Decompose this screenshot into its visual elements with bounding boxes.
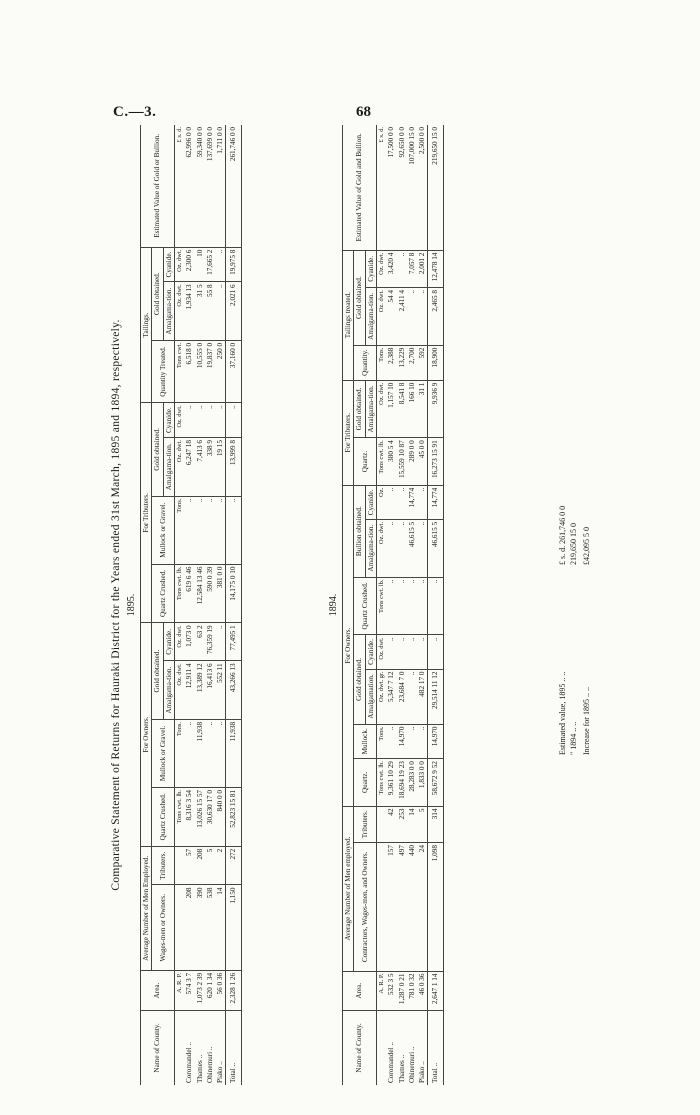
th-tlcyan: Cyanide.: [163, 247, 174, 282]
table-cell: Ohinemuri ..: [205, 1046, 214, 1083]
table-cell: 14,175 0 10: [226, 564, 241, 623]
th-cyan: Cyanide.: [163, 623, 174, 661]
table-row: [195, 125, 205, 1085]
table-cell: Oz. dwt.: [174, 661, 184, 720]
table-cell: 14,970: [428, 724, 443, 759]
table-cell: [376, 843, 386, 971]
th94-qty: Quantity.: [354, 345, 377, 380]
table-cell: 30,630 17 0: [205, 787, 215, 846]
table-row: [407, 125, 417, 1085]
table-cell: 338 9: [205, 438, 215, 497]
table-cell: 14,970: [397, 724, 407, 759]
table-cell: Tons cwt. lb.: [376, 759, 386, 806]
th-tlamal: Amalgama-tion.: [163, 282, 174, 341]
table-cell: ..: [184, 719, 194, 787]
summary-value-1895: £ s. d. 261,746 0 0: [558, 505, 567, 565]
year-1894-label: 1894.: [328, 593, 339, 617]
th94-tlamal: Amalgama-tion.: [365, 288, 376, 346]
table-cell: 58,672 9 52: [428, 759, 443, 806]
table-cell: ..: [215, 247, 226, 282]
table-cell: 208: [195, 846, 205, 885]
table-cell: ..: [215, 623, 226, 661]
table-cell: ..: [205, 496, 215, 564]
table-cell: 482 17 0: [417, 669, 428, 724]
table-cell: ..: [184, 403, 194, 438]
table-cell: Oz. dwt.: [376, 288, 386, 346]
table-cell: 12,478 14: [428, 250, 443, 287]
table-cell: ..: [407, 635, 417, 669]
table-cell: 314: [428, 806, 443, 843]
table-cell: ..: [428, 635, 443, 669]
table-cell: 59,340 0 0: [195, 125, 205, 247]
th-county: Name of County.: [141, 1011, 175, 1086]
table-cell: 157: [386, 843, 396, 971]
table-cell: Tons cwt. lb.: [174, 564, 184, 623]
table-cell: ..: [215, 496, 226, 564]
table-cell: 289 0 0: [407, 438, 417, 485]
table-cell: [174, 846, 184, 885]
table-cell: 19 15: [215, 438, 226, 497]
table-cell: ..: [386, 577, 396, 635]
th94-tquartz: Quartz Crushed.: [354, 577, 377, 635]
table-cell: Thames ..: [195, 1054, 204, 1083]
table-cell: ..: [397, 250, 407, 287]
table-cell: 56 0 36: [215, 970, 226, 1010]
table-cell: Thames ..: [397, 1054, 406, 1083]
th-value: Estimated Value of Gold or Bullion.: [141, 125, 175, 247]
table-cell: ..: [417, 724, 428, 759]
table-cell: 107,000 15 0: [407, 125, 417, 250]
table-cell: 45 0 0: [417, 438, 428, 485]
table-cell: 46,615 5: [407, 519, 417, 577]
table-cell: 590 0 39: [205, 564, 215, 623]
table-cell: 42: [386, 806, 396, 843]
table-cell: ..: [407, 577, 417, 635]
table-cell: 166 10: [407, 380, 417, 438]
table-cell: ..: [205, 719, 215, 787]
table-cell: 2,465 8: [428, 288, 443, 346]
th-area: Area.: [141, 970, 175, 1010]
units-row: [174, 125, 184, 1085]
table-cell: 380 5 4: [386, 438, 396, 485]
th-tailings: Tailings.: [141, 247, 152, 403]
table-cell: 1,934 13: [184, 282, 194, 341]
table-cell: ..: [397, 485, 407, 519]
table-cell: 497: [397, 843, 407, 971]
table-cell: 538: [205, 885, 215, 970]
table-cell: Tons.: [174, 719, 184, 787]
table-cell: 92,650 0 0: [397, 125, 407, 250]
table-cell: 381 0 0: [215, 564, 226, 623]
table-cell: 3,420 4: [386, 250, 396, 287]
th94-tq: Quartz.: [354, 438, 377, 485]
th-avg: Average Number of Men Employed.: [141, 846, 152, 970]
table-cell: 6,247 18: [184, 438, 194, 497]
th-tcyan: Cyanide.: [163, 403, 174, 438]
table-cell: ..: [215, 403, 226, 438]
table-cell: £ s. d.: [376, 125, 386, 250]
table-cell: 19,975 8: [226, 247, 241, 282]
table-cell: 219,650 15 0: [428, 125, 443, 250]
table-cell: 1,150: [226, 885, 241, 970]
table-cell: 14,774: [407, 485, 417, 519]
statement-title: Comparative Statement of Returns for Hauraki District for the Years ended 31st March, 1895 and 1894, respectively.: [110, 319, 122, 891]
table-cell: 1,073 2 39: [195, 970, 205, 1010]
table-cell: Piako ..: [418, 1061, 427, 1083]
table-cell: ..: [417, 485, 428, 519]
table-cell: ..: [226, 496, 241, 564]
table-cell: ..: [397, 577, 407, 635]
table-cell: 390: [195, 885, 205, 970]
table-cell: 15,559 10 87: [397, 438, 407, 485]
table-cell: 14: [215, 885, 226, 970]
table-cell: 8,316 3 54: [184, 787, 194, 846]
table-cell: Ohinemuri ..: [407, 1046, 416, 1083]
table-cell: ..: [407, 288, 417, 346]
summary-label-1895: Estimated value, 1895 .. ..: [558, 671, 567, 755]
th-owners: For Owners.: [141, 623, 152, 846]
th94-avg: Average Number of Men employed.: [343, 806, 354, 971]
table-cell: 43,266 13: [226, 661, 241, 720]
th-tlgold: Gold obtained.: [152, 247, 163, 340]
table-cell: 63 2: [195, 623, 205, 661]
table-cell: 261,746 0 0: [226, 125, 241, 247]
table-cell: ..: [215, 282, 226, 341]
table-cell: 14: [407, 806, 417, 843]
th94-cyan: Cyanide.: [365, 635, 376, 669]
table-cell: 14,774: [428, 485, 443, 519]
th94-value: Estimated Value of Gold and Bullion.: [343, 125, 377, 250]
table-cell: [174, 1011, 184, 1086]
table-cell: 1,711 0 0: [215, 125, 226, 247]
table-cell: 7,057 8: [407, 250, 417, 287]
table-1895: [140, 125, 242, 1085]
total-row: [428, 125, 443, 1085]
table-cell: 2,021 6: [226, 282, 241, 341]
table-cell: 29,514 11 12: [428, 669, 443, 724]
table-cell: 1,287 0 21: [397, 971, 407, 1010]
table-cell: Total ..: [428, 1011, 443, 1086]
table-cell: ..: [386, 485, 396, 519]
table-cell: 31 1: [417, 380, 428, 438]
table-cell: Coromandel ..: [387, 1042, 396, 1083]
table-cell: 54 4: [386, 288, 396, 346]
table-cell: Piako ..: [216, 1061, 225, 1083]
table-cell: 574 3 7: [184, 970, 194, 1010]
th-wages: Wages-men or Owners.: [152, 885, 175, 970]
table-cell: 11,938: [195, 719, 205, 787]
table-cell: ..: [428, 577, 443, 635]
th94-gold: Gold obtained.: [354, 635, 365, 724]
table-cell: 28,283 0 0: [407, 759, 417, 806]
table-cell: 781 0 32: [407, 971, 417, 1010]
table-cell: ..: [397, 635, 407, 669]
table-cell: Oz. dwt.: [174, 623, 184, 661]
table-cell: 46 0 36: [417, 971, 428, 1010]
table-cell: 55 8: [205, 282, 215, 341]
table-cell: Oz. dwt.: [376, 635, 386, 669]
table-cell: ..: [417, 519, 428, 577]
th94-amal: Amalgamation.: [365, 669, 376, 724]
summary-label-1894: " 1894 .. ..: [569, 721, 578, 755]
th-mullock: Mullock or Gravel.: [152, 719, 175, 787]
table-cell: 9,936 9: [428, 380, 443, 438]
th94-tailings: Tailings treated.: [343, 250, 354, 380]
rotated-page: [110, 125, 590, 1085]
table-cell: Tons cwt. lb.: [376, 577, 386, 635]
table-cell: 16,413 6: [205, 661, 215, 720]
th-tamal: Amalgama-tion.: [163, 438, 174, 497]
table-row: [205, 125, 215, 1085]
th94-owners: For Owners.: [343, 485, 354, 806]
table-cell: Oz. dwt.: [376, 250, 386, 287]
th94-area: Area.: [343, 971, 377, 1010]
table-cell: 1,073 0: [184, 623, 194, 661]
th94-tributers: For Tributers.: [343, 380, 354, 485]
table-cell: 17,665 2: [205, 247, 215, 282]
table-cell: 24: [417, 843, 428, 971]
table-cell: 5: [205, 846, 215, 885]
table-cell: £ s. d.: [174, 125, 184, 247]
table-cell: 23,684 7 0: [397, 669, 407, 724]
table-cell: 253: [397, 806, 407, 843]
table-cell: Tons cwt.: [174, 340, 184, 402]
table-cell: 37,160 0: [226, 340, 241, 402]
table-cell: [376, 1011, 386, 1086]
table-cell: 2,001 2: [417, 250, 428, 287]
table-cell: 2,647 1 14: [428, 971, 443, 1010]
table-cell: 57: [184, 846, 194, 885]
table-cell: Tons.: [376, 345, 386, 380]
table-cell: 2,500 0 0: [417, 125, 428, 250]
table-cell: ..: [386, 635, 396, 669]
table-cell: 5,347 7 12: [386, 669, 396, 724]
table-cell: ..: [407, 669, 417, 724]
table-cell: ..: [215, 719, 226, 787]
th-tgold: Gold obtained.: [152, 403, 163, 496]
table-cell: 13,229: [397, 345, 407, 380]
table-cell: 9,361 10 29: [386, 759, 396, 806]
table-cell: 2,328 1 26: [226, 970, 241, 1010]
table-cell: 12,584 13 46: [195, 564, 205, 623]
summary-value-1894: 219,650 15 0: [569, 523, 578, 565]
table-row: [386, 125, 396, 1085]
table-cell: 11,938: [226, 719, 241, 787]
table-cell: Tons cwt. lb.: [174, 787, 184, 846]
table-cell: Tons.: [376, 724, 386, 759]
table-cell: 1,098: [428, 843, 443, 971]
table-cell: 10: [195, 247, 205, 282]
table-cell: 52,823 15 81: [226, 787, 241, 846]
table-cell: ..: [397, 519, 407, 577]
table-cell: 7,413 6: [195, 438, 205, 497]
th-tributers: For Tributers.: [141, 403, 152, 623]
table-cell: 2,388: [386, 345, 396, 380]
th94-county: Name of County.: [343, 1011, 377, 1086]
table-cell: 1,833 0 0: [417, 759, 428, 806]
table-cell: A. R. P.: [376, 971, 386, 1010]
th94-bcyan: Cyanide.: [365, 485, 376, 519]
table-cell: 16,273 15 91: [428, 438, 443, 485]
table-cell: Tons cwt. lb.: [376, 438, 386, 485]
table-cell: 77,495 1: [226, 623, 241, 661]
table-cell: ..: [386, 724, 396, 759]
th-qty: Quantity Treated.: [152, 340, 175, 402]
table-cell: ..: [195, 496, 205, 564]
year-1895-label: 1895.: [126, 593, 137, 617]
th94-wages: Contractors, Wages-men, and Owners.: [354, 843, 377, 971]
table-cell: 31 5: [195, 282, 205, 341]
table-cell: 18,694 19 23: [397, 759, 407, 806]
summary-value-increase: £42,095 5 0: [582, 527, 591, 565]
th94-tlcyan: Cyanide.: [365, 250, 376, 287]
table-cell: ..: [407, 724, 417, 759]
table-cell: 552 11: [215, 661, 226, 720]
table-cell: ..: [205, 403, 215, 438]
table-cell: 10,555 0: [195, 340, 205, 402]
table-cell: Oz. dwt. gr.: [376, 669, 386, 724]
th94-mullock: Mullock.: [354, 724, 377, 759]
table-cell: 46,615 5: [428, 519, 443, 577]
table-cell: 2: [215, 846, 226, 885]
table-cell: [174, 885, 184, 970]
table-cell: ..: [417, 577, 428, 635]
table-cell: 8,541 8: [397, 380, 407, 438]
table-cell: Oz.: [376, 485, 386, 519]
th94-quartz: Quartz.: [354, 759, 377, 806]
table-cell: [376, 806, 386, 843]
table-cell: A. R. P.: [174, 970, 184, 1010]
table-cell: 1,157 10: [386, 380, 396, 438]
th94-tamal: Amalgama-tion.: [365, 380, 376, 438]
table-cell: 62,996 0 0: [184, 125, 194, 247]
table-cell: ..: [184, 496, 194, 564]
th-tquartz: Quartz Crushed.: [152, 564, 175, 623]
table-cell: 619 6 46: [184, 564, 194, 623]
th-trib: Tributers.: [152, 846, 175, 885]
th-quartz: Quartz Crushed.: [152, 787, 175, 846]
table-cell: 440: [407, 843, 417, 971]
table-cell: 76,359 19: [205, 623, 215, 661]
table-1894-body: [376, 125, 443, 1085]
header-left: C.—3.: [113, 104, 157, 120]
table-cell: 620 1 34: [205, 970, 215, 1010]
table-cell: 12,911 4: [184, 661, 194, 720]
table-cell: 13,999 8: [226, 438, 241, 497]
table-cell: Oz. dwt.: [376, 519, 386, 577]
table-cell: ..: [195, 403, 205, 438]
table-cell: 208: [184, 885, 194, 970]
table-row: [184, 125, 194, 1085]
table-cell: Oz. dwt.: [174, 403, 184, 438]
table-cell: Total ..: [226, 1011, 241, 1086]
table-cell: ..: [226, 403, 241, 438]
table-cell: 2,300 6: [184, 247, 194, 282]
table-cell: Oz. dwt.: [174, 438, 184, 497]
th-amal: Amalgama-tion.: [163, 661, 174, 720]
table-cell: 18,900: [428, 345, 443, 380]
table-cell: 13,026 15 57: [195, 787, 205, 846]
table-cell: ..: [417, 288, 428, 346]
table-cell: 2,700: [407, 345, 417, 380]
table-cell: 532 3 5: [386, 971, 396, 1010]
units-row: [376, 125, 386, 1085]
table-cell: Coromandel ..: [185, 1042, 194, 1083]
table-1895-body: [174, 125, 241, 1085]
total-row: [226, 125, 241, 1085]
table-cell: 272: [226, 846, 241, 885]
table-cell: 137,699 0 0: [205, 125, 215, 247]
table-cell: 250 0: [215, 340, 226, 402]
table-cell: 592: [417, 345, 428, 380]
summary-label-increase: Increase for 1895 .. ..: [582, 687, 591, 755]
page-number: 68: [356, 104, 371, 120]
table-cell: Oz. dwt.: [174, 247, 184, 282]
table-cell: 840 0 0: [215, 787, 226, 846]
table-row: [417, 125, 428, 1085]
table-row: [397, 125, 407, 1085]
table-cell: ..: [417, 635, 428, 669]
table-cell: 13,389 12: [195, 661, 205, 720]
table-cell: ..: [386, 519, 396, 577]
table-cell: Oz. dwt.: [174, 282, 184, 341]
th94-bullion: Bullion obtained.: [354, 485, 365, 577]
table-cell: 5: [417, 806, 428, 843]
table-cell: Oz. dwt.: [376, 380, 386, 438]
table-cell: 6,518 0: [184, 340, 194, 402]
th94-tgold: Gold obtained.: [354, 380, 365, 438]
table-cell: 19,837 0: [205, 340, 215, 402]
th-gold: Gold obtained.: [152, 623, 163, 720]
table-cell: Tons.: [174, 496, 184, 564]
th-tmullock: Mullock or Gravel.: [152, 496, 175, 564]
th94-tlgold: Gold obtained.: [354, 250, 365, 345]
table-cell: 2,411 4: [397, 288, 407, 346]
table-row: [215, 125, 226, 1085]
th94-bamal: Amalgama-tion.: [365, 519, 376, 577]
th94-trib: Tributers.: [354, 806, 377, 843]
table-1894: [342, 125, 444, 1085]
table-cell: 17,500 0 0: [386, 125, 396, 250]
